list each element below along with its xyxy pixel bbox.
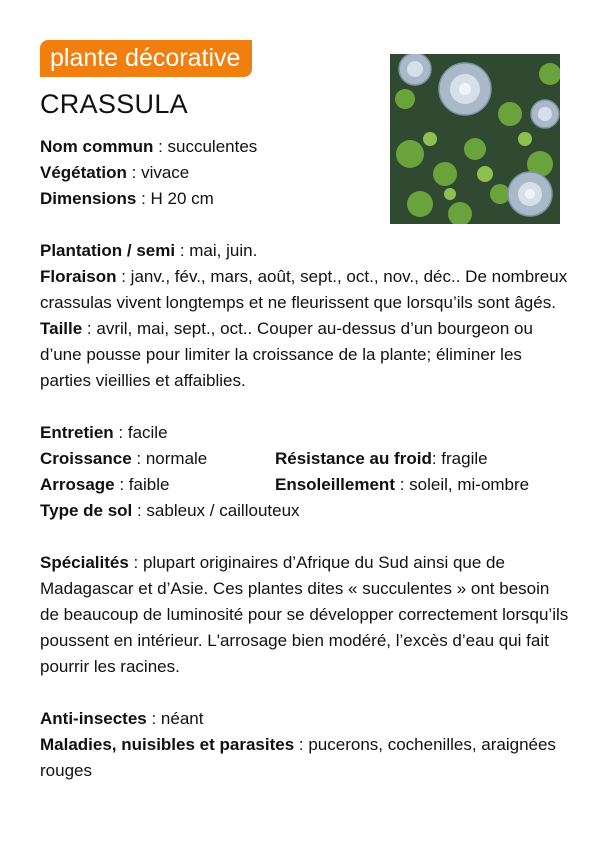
plant-details [40, 134, 570, 784]
dimensions-line: Dimensions : H 20 cm [40, 189, 214, 208]
ensoleillement-line: Ensoleillement : soleil, mi-ombre [275, 475, 530, 494]
category-badge: plante décorative [40, 40, 252, 77]
entretien-line: Entretien : facile [40, 423, 168, 442]
arrosage-line: Arrosage : faible [40, 475, 170, 494]
page-title: CRASSULA [40, 89, 188, 119]
arrosage-ensoleillement-row [40, 472, 570, 498]
specialites-line: Spécialités : plupart originaires d’Afrique du Sud ainsi que de Madagascar et d’Asie. Ces plantes dites « succulentes » ont besoin de beaucoup de luminosité pour se développer correctement lorsqu’ils poussent en intérieur. L'arrosage bien modéré, l’excès d’eau qui fait pourrir les racines. [40, 553, 569, 676]
nom-commun-line: Nom commun : succulentes [40, 137, 258, 156]
maladies-line: Maladies, nuisibles et parasites : pucerons, cochenilles, araignées rouges [40, 735, 556, 780]
anti-insectes-line: Anti-insectes : néant [40, 709, 204, 728]
floraison-line: Floraison : janv., fév., mars, août, sept., oct., nov., déc.. De nombreux crassulas vivent longtemps et ne fleurissent que lorsqu’ils sont âgés. [40, 267, 568, 312]
resistance-line: Résistance au froid: fragile [275, 449, 488, 468]
plantation-line: Plantation / semi : mai, juin. [40, 241, 258, 260]
croissance-resistance-row [40, 446, 570, 472]
type-sol-line: Type de sol : sableux / caillouteux [40, 501, 300, 520]
taille-line: Taille : avril, mai, sept., oct.. Couper au-dessus d’un bourgeon ou d’une pousse pour limiter la croissance de la plante; éliminer les parties vieillies et affaiblies. [40, 319, 533, 390]
vegetation-line: Végétation : vivace [40, 163, 190, 182]
croissance-line: Croissance : normale [40, 449, 208, 468]
